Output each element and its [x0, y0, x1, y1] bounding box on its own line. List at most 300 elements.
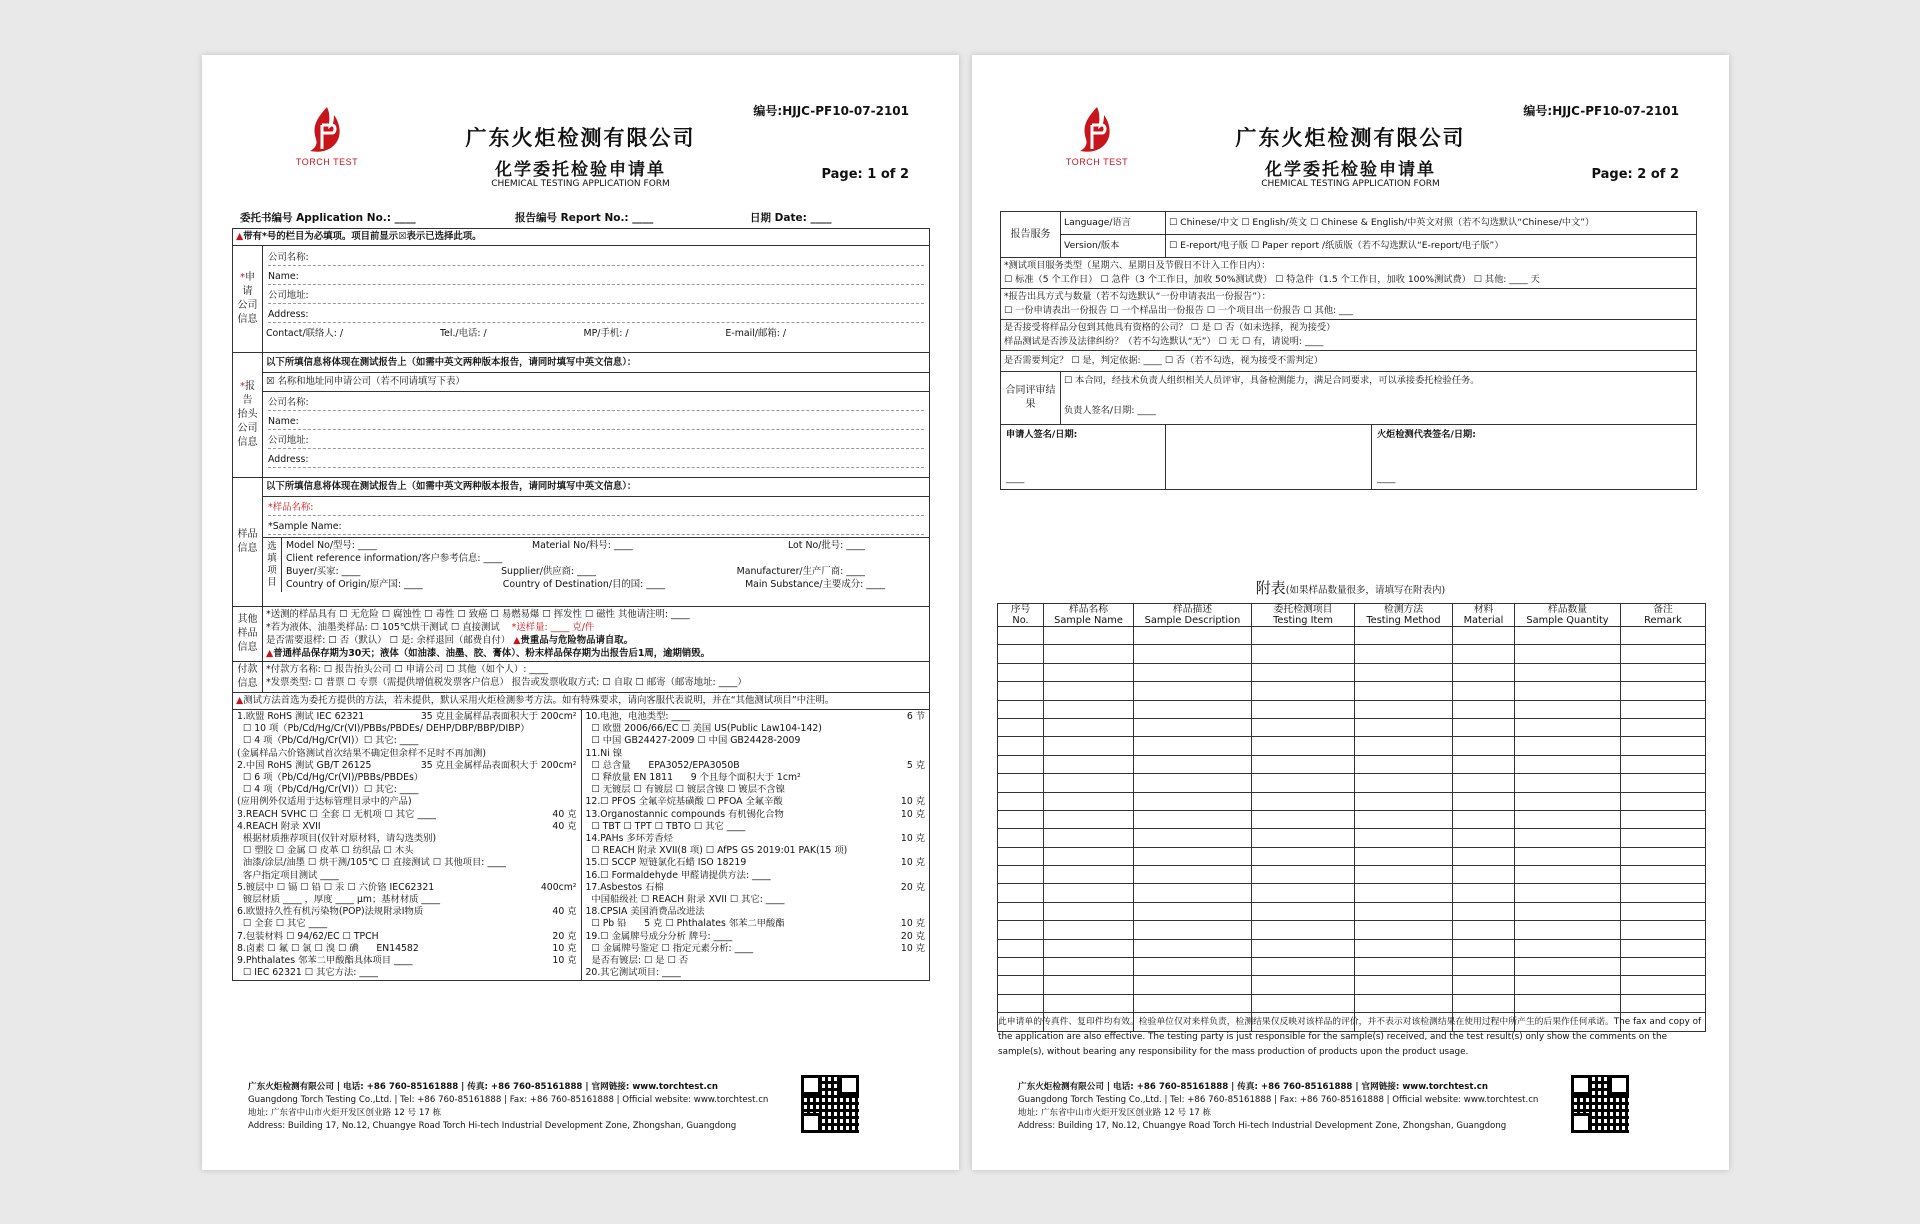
test-item-label: 中国船级社 ☐ REACH 附录 XVII ☐ 其它: ____ [585, 894, 785, 906]
service-type-options[interactable]: ☐ 标准（5 个工作日） ☐ 急件（3 个工作日，加收 50%测试费） ☐ 特急件（1.5 个工作日，加收 100%测试费） ☐ 其他: ____ 天 [1004, 274, 1540, 285]
attachment-cell[interactable] [1621, 994, 1706, 1012]
attachment-cell[interactable] [1252, 902, 1355, 920]
attachment-cell[interactable] [1252, 994, 1355, 1012]
attachment-cell[interactable] [1453, 792, 1515, 810]
attachment-cell[interactable] [1515, 700, 1621, 718]
test-item-label: 根据材质推荐项目(仅针对原材料，请勾选类别) [237, 833, 437, 845]
attachment-cell[interactable] [998, 902, 1044, 920]
attachment-cell[interactable] [1515, 645, 1621, 663]
attachment-cell[interactable] [1515, 682, 1621, 700]
attachment-cell[interactable] [1044, 994, 1134, 1012]
attachment-row [998, 976, 1706, 994]
attachment-cell[interactable] [1621, 829, 1706, 847]
test-item-amount: 10 克 [900, 833, 925, 845]
document-number: 编号:HJJC-PF10-07-2101 [753, 104, 909, 118]
applicant-company-field[interactable]: 公司名称: [268, 247, 924, 266]
attachment-cell[interactable] [1453, 737, 1515, 755]
date-field[interactable]: 日期 Date: ____ [750, 212, 832, 224]
attachment-cell[interactable] [1515, 737, 1621, 755]
test-item-row[interactable] [586, 967, 926, 979]
contract-review-checkbox[interactable]: ☐ 本合同，经技术负责人组织相关人员评审，具备检测能力，满足合同要求，可以承接委托检验任务。 [1064, 375, 1480, 386]
attachment-cell[interactable] [1044, 718, 1134, 736]
page2-footer [1018, 1081, 1538, 1133]
test-item-row[interactable] [237, 711, 577, 723]
attachment-cell[interactable] [1044, 902, 1134, 920]
attachment-cell[interactable] [998, 976, 1044, 994]
form-title: 化学委托检验申请单 [495, 160, 666, 180]
attachment-cell[interactable] [1453, 994, 1515, 1012]
attachment-cell[interactable] [1134, 939, 1252, 957]
test-item-row[interactable] [586, 760, 926, 772]
test-item-row[interactable] [586, 845, 926, 857]
attachment-cell[interactable] [1453, 810, 1515, 828]
attachment-cell[interactable] [1355, 994, 1453, 1012]
attachment-cell[interactable] [1355, 737, 1453, 755]
attachment-cell[interactable] [1134, 921, 1252, 939]
test-item-row[interactable] [586, 748, 926, 760]
attachment-cell[interactable] [1134, 755, 1252, 773]
test-item-row[interactable] [586, 870, 926, 882]
attachment-cell[interactable] [1515, 958, 1621, 976]
attachment-cell[interactable] [1044, 866, 1134, 884]
test-item-row[interactable] [237, 821, 577, 833]
torch-signature-label: 火炬检测代表签名/日期: [1377, 429, 1476, 440]
attachment-cell[interactable] [1621, 737, 1706, 755]
attachment-cell[interactable] [998, 627, 1044, 645]
attachment-cell[interactable] [1044, 755, 1134, 773]
attachment-row [998, 958, 1706, 976]
attachment-cell[interactable] [998, 645, 1044, 663]
attachment-cell[interactable] [998, 700, 1044, 718]
report-header-note: 以下所填信息将体现在测试报告上（如需中英文两种版本报告，请同时填写中英文信息）： [263, 354, 929, 373]
attachment-cell[interactable] [1515, 866, 1621, 884]
attachment-cell[interactable] [1134, 737, 1252, 755]
test-item-row[interactable] [586, 809, 926, 821]
attachment-cell[interactable] [1355, 682, 1453, 700]
attachment-cell[interactable] [1044, 645, 1134, 663]
form-title: 化学委托检验申请单 [1265, 160, 1436, 180]
attachment-cell[interactable] [998, 994, 1044, 1012]
attachment-cell[interactable] [1044, 792, 1134, 810]
attachment-cell[interactable] [1515, 774, 1621, 792]
attachment-cell[interactable] [1355, 755, 1453, 773]
footer-line-2: Guangdong Torch Testing Co.,Ltd. | Tel: +86 760-85161888 | Fax: +86 760-85161888 | Official website: www.torchtest.cn [248, 1095, 769, 1105]
test-item-row[interactable] [586, 735, 926, 747]
attachment-cell[interactable] [1621, 792, 1706, 810]
test-item-label: 3.REACH SVHC ☐ 全套 ☐ 无机项 ☐ 其它 ____ [237, 808, 436, 820]
origin-field[interactable]: Country of Origin/原产国: ____ [286, 579, 423, 590]
attachment-cell[interactable] [1252, 774, 1355, 792]
attachment-cell[interactable] [1515, 755, 1621, 773]
attachment-cell[interactable] [1134, 700, 1252, 718]
attachment-cell[interactable] [1252, 755, 1355, 773]
attachment-cell[interactable] [1044, 682, 1134, 700]
attachment-cell[interactable] [1453, 902, 1515, 920]
attachment-cell[interactable] [1252, 976, 1355, 994]
attachment-cell[interactable] [1621, 663, 1706, 681]
test-item-row[interactable] [586, 821, 926, 833]
test-item-label: 6.欧盟持久性有机污染物(POP)法规附录Ⅰ物质 [237, 906, 424, 918]
test-item-label: 是否有镀层: ☐ 是 ☐ 否 [585, 955, 689, 967]
buyer-field[interactable]: Buyer/买家: ____ [286, 566, 361, 577]
attachment-cell[interactable] [1252, 866, 1355, 884]
attachment-cell[interactable] [1621, 810, 1706, 828]
test-item-label: ☐ REACH 附录 XVII(8 项) ☐ AfPS GS 2019:01 PAK(15 项) [585, 845, 848, 857]
attachment-cell[interactable] [1252, 737, 1355, 755]
test-item-row[interactable] [586, 918, 926, 930]
attachment-cell[interactable] [1252, 847, 1355, 865]
attachment-cell[interactable] [1355, 810, 1453, 828]
attachment-cell[interactable] [1044, 921, 1134, 939]
attachment-cell[interactable] [1044, 700, 1134, 718]
attachment-cell[interactable] [1252, 627, 1355, 645]
lot-field[interactable]: Lot No/批号: ____ [788, 540, 865, 551]
attachment-cell[interactable] [1134, 663, 1252, 681]
attachment-cell[interactable] [1621, 884, 1706, 902]
attachment-cell[interactable] [1134, 866, 1252, 884]
attachment-cell[interactable] [1134, 829, 1252, 847]
attachment-cell[interactable] [1453, 663, 1515, 681]
attachment-cell[interactable] [1134, 718, 1252, 736]
attachment-cell[interactable] [1621, 682, 1706, 700]
attachment-cell[interactable] [1044, 847, 1134, 865]
test-item-row[interactable] [237, 882, 577, 894]
attachment-cell[interactable] [1252, 939, 1355, 957]
attachment-cell[interactable] [1515, 810, 1621, 828]
sample-name-cn-field[interactable]: *样品名称: [268, 497, 924, 516]
attachment-cell[interactable] [998, 737, 1044, 755]
attachment-cell[interactable] [998, 939, 1044, 957]
test-item-row[interactable] [586, 894, 926, 906]
contract-signature-field[interactable]: 负责人签名/日期: ____ [1064, 405, 1156, 416]
test-item-row[interactable] [237, 931, 577, 943]
attachment-cell[interactable] [1134, 958, 1252, 976]
test-item-row[interactable] [586, 882, 926, 894]
attachment-cell[interactable] [1355, 718, 1453, 736]
attachment-cell[interactable] [1355, 847, 1453, 865]
test-item-row[interactable] [586, 723, 926, 735]
test-item-row[interactable] [586, 772, 926, 784]
applicant-signature-field[interactable]: ____ [1006, 473, 1025, 484]
invoice-options[interactable]: *发票类型: ☐ 普票 ☐ 专票（需提供增值税发票客户信息） 报告或发票收取方式: ☐ 自取 ☐ 邮寄（邮寄地址: ____） [266, 677, 747, 688]
report-company-field[interactable]: 公司名称: [268, 392, 924, 411]
report-header-section [263, 353, 930, 478]
test-item-row[interactable] [586, 955, 926, 967]
applicant-signature-label: 申请人签名/日期: [1006, 429, 1078, 440]
test-item-amount: 6 节 [906, 711, 925, 722]
attachment-cell[interactable] [1044, 958, 1134, 976]
attachment-cell[interactable] [1355, 829, 1453, 847]
test-item-row[interactable] [586, 833, 926, 845]
attachment-cell[interactable] [998, 755, 1044, 773]
test-item-row[interactable] [237, 870, 577, 882]
return-sample-options[interactable]: 是否需要退样: ☐ 否（默认） ☐ 是: 余样退回（邮费自付） [266, 635, 511, 646]
attachment-cell[interactable] [1044, 774, 1134, 792]
attachment-cell[interactable] [1355, 663, 1453, 681]
attachment-cell[interactable] [1134, 627, 1252, 645]
test-item-row[interactable] [586, 931, 926, 943]
attachment-cell[interactable] [1252, 829, 1355, 847]
test-item-row[interactable] [237, 760, 577, 772]
attachment-cell[interactable] [998, 663, 1044, 681]
test-item-row[interactable] [237, 845, 577, 857]
attachment-cell[interactable] [1134, 645, 1252, 663]
test-item-row[interactable] [237, 784, 577, 796]
test-item-amount: 35 克且金属样品表面积大于 200cm² [420, 711, 577, 722]
attachment-cell[interactable] [1453, 921, 1515, 939]
attachment-cell[interactable] [998, 718, 1044, 736]
attachment-cell[interactable] [1515, 792, 1621, 810]
attachment-cell[interactable] [1453, 939, 1515, 957]
attachment-cell[interactable] [1134, 810, 1252, 828]
attachment-cell[interactable] [1134, 792, 1252, 810]
attachment-cell[interactable] [1252, 645, 1355, 663]
attachment-cell[interactable] [1453, 774, 1515, 792]
test-item-label: 19.☐ 金属牌号成分分析 牌号: ____ [585, 930, 733, 942]
attachment-cell[interactable] [1252, 792, 1355, 810]
test-item-row[interactable] [237, 833, 577, 845]
attachment-cell[interactable] [1355, 774, 1453, 792]
attachment-cell[interactable] [1355, 866, 1453, 884]
attachment-column-header: 样品名称 Sample Name [1044, 604, 1134, 627]
attachment-cell[interactable] [1355, 884, 1453, 902]
test-item-label: (应用例外仅适用于达标管理目录中的产品) [237, 796, 412, 808]
attachment-cell[interactable] [1453, 700, 1515, 718]
test-item-amount: 20 克 [900, 930, 925, 942]
service-table [1000, 211, 1697, 490]
attachment-cell[interactable] [1453, 682, 1515, 700]
report-no-field[interactable]: 报告编号 Report No.: ____ [515, 212, 654, 224]
sample-name-en-field[interactable]: *Sample Name: [268, 516, 924, 535]
material-field[interactable]: Material No/料号: ____ [532, 540, 633, 551]
attachment-cell[interactable] [1515, 976, 1621, 994]
attachment-cell[interactable] [998, 958, 1044, 976]
attachment-cell[interactable] [1355, 958, 1453, 976]
attachment-cell[interactable] [1515, 829, 1621, 847]
contact-field[interactable]: Contact/联络人: / [266, 328, 344, 339]
manufacturer-field[interactable]: Manufacturer/生产厂商: ____ [736, 566, 865, 577]
substance-field[interactable]: Main Substance/主要成分: ____ [745, 579, 885, 590]
language-options[interactable]: ☐ Chinese/中文 ☐ English/英文 ☐ Chinese & English/中英文对照（若不勾选默认“Chinese/中文”） [1166, 212, 1697, 235]
attachment-cell[interactable] [1453, 718, 1515, 736]
attachment-cell[interactable] [1134, 994, 1252, 1012]
attachment-cell[interactable] [1515, 902, 1621, 920]
test-item-row[interactable] [237, 955, 577, 967]
applicant-address-en-field[interactable]: Address: [268, 304, 924, 323]
version-label: Version/版本 [1061, 235, 1166, 258]
attachment-cell[interactable] [1355, 939, 1453, 957]
attachment-cell[interactable] [1044, 829, 1134, 847]
mobile-field[interactable]: MP/手机: / [583, 328, 629, 339]
sample-hazard-options[interactable]: *送测的样品具有 ☐ 无危险 ☐ 腐蚀性 ☐ 毒性 ☐ 致癌 ☐ 易燃易爆 ☐ 挥发性 ☐ 磁性 其他请注明: ____ [266, 609, 690, 620]
attachment-cell[interactable] [1621, 774, 1706, 792]
version-options[interactable]: ☐ E-report/电子版 ☐ Paper report /纸质版（若不勾选默认“E-report/电子版”） [1166, 235, 1697, 258]
attachment-cell[interactable] [1453, 645, 1515, 663]
sample-amount-field[interactable]: *送样量: ____ 克/件 [511, 622, 595, 633]
supplier-field[interactable]: Supplier/供应商: ____ [501, 566, 596, 577]
attachment-cell[interactable] [1355, 645, 1453, 663]
test-item-row[interactable] [586, 711, 926, 723]
attachment-row [998, 847, 1706, 865]
dispute-options[interactable]: 样品测试是否涉及法律纠纷？（若不勾选默认“无”） ☐ 无 ☐ 有，请说明: ____ [1004, 336, 1324, 347]
attachment-cell[interactable] [998, 866, 1044, 884]
form-page-2 [972, 55, 1729, 1170]
torch-signature-field[interactable]: ____ [1377, 473, 1396, 484]
report-address-en-field[interactable]: Address: [268, 449, 924, 468]
attachment-cell[interactable] [998, 682, 1044, 700]
attachment-cell[interactable] [998, 792, 1044, 810]
attachment-cell[interactable] [1252, 958, 1355, 976]
attachment-cell[interactable] [1355, 627, 1453, 645]
attachment-cell[interactable] [1044, 939, 1134, 957]
attachment-cell[interactable] [998, 921, 1044, 939]
attachment-cell[interactable] [1621, 902, 1706, 920]
attachment-cell[interactable] [1515, 847, 1621, 865]
attachment-row [998, 829, 1706, 847]
attachment-cell[interactable] [998, 829, 1044, 847]
attachment-cell[interactable] [1621, 847, 1706, 865]
attachment-cell[interactable] [1515, 627, 1621, 645]
contract-review-cell [1061, 372, 1697, 425]
liquid-test-options[interactable]: *若为液体、油墨类样品: ☐ 105℃烘干测试 ☐ 直接测试 [266, 622, 500, 633]
test-item-row[interactable] [237, 943, 577, 955]
attachment-cell[interactable] [1252, 682, 1355, 700]
attachment-cell[interactable] [1453, 847, 1515, 865]
attachment-cell[interactable] [998, 810, 1044, 828]
footer-line-3: 地址: 广东省中山市火炬开发区创业路 12 号 17 栋 [248, 1108, 442, 1118]
attachment-cell[interactable] [1453, 866, 1515, 884]
attachment-cell[interactable] [1355, 902, 1453, 920]
attachment-cell[interactable] [1252, 700, 1355, 718]
test-item-row[interactable] [237, 796, 577, 808]
test-item-row[interactable] [586, 784, 926, 796]
test-item-amount: 10 克 [900, 796, 925, 808]
attachment-cell[interactable] [1621, 627, 1706, 645]
test-item-row[interactable] [237, 723, 577, 735]
payer-options[interactable]: *付款方名称: ☐ 报告抬头公司 ☐ 申请公司 ☐ 其他（如个人）: ____ [266, 664, 549, 675]
attachment-cell[interactable] [998, 884, 1044, 902]
test-item-label: ☐ 全套 ☐ 其它 ____ [237, 918, 328, 930]
report-name-field[interactable]: Name: [268, 411, 924, 430]
test-item-row[interactable] [237, 772, 577, 784]
report-address-field[interactable]: 公司地址: [268, 430, 924, 449]
attachment-cell[interactable] [1621, 921, 1706, 939]
test-item-row[interactable] [586, 796, 926, 808]
attachment-cell[interactable] [1252, 663, 1355, 681]
attachment-cell[interactable] [1515, 718, 1621, 736]
attachment-cell[interactable] [1355, 700, 1453, 718]
attachment-cell[interactable] [1621, 700, 1706, 718]
test-item-row[interactable] [586, 943, 926, 955]
attachment-cell[interactable] [1453, 958, 1515, 976]
judge-options[interactable]: 是否需要判定？ ☐ 是，判定依据: ____ ☐ 否（若不勾选，视为接受不需判定） [1001, 351, 1697, 372]
tel-field[interactable]: Tel./电话: / [439, 328, 487, 339]
attachment-cell[interactable] [1515, 921, 1621, 939]
test-item-row[interactable] [237, 918, 577, 930]
attachment-cell[interactable] [1515, 884, 1621, 902]
attachment-row [998, 755, 1706, 773]
attachment-cell[interactable] [1515, 663, 1621, 681]
same-as-applicant-checkbox[interactable]: ☒ 名称和地址同申请公司（若不同请填写下表） [263, 373, 929, 392]
application-no-field[interactable]: 委托书编号 Application No.: ____ [240, 212, 416, 224]
attachment-cell[interactable] [1621, 976, 1706, 994]
attachment-cell[interactable] [1453, 627, 1515, 645]
attachment-cell[interactable] [1621, 866, 1706, 884]
test-item-row[interactable] [237, 857, 577, 869]
applicant-address-field[interactable]: 公司地址: [268, 285, 924, 304]
attachment-cell[interactable] [1044, 810, 1134, 828]
attachment-cell[interactable] [1621, 718, 1706, 736]
test-item-label: 7.包装材料 ☐ 94/62/EC ☐ TPCH [237, 930, 379, 942]
attachment-cell[interactable] [1134, 682, 1252, 700]
attachment-cell[interactable] [1252, 810, 1355, 828]
test-item-row[interactable] [237, 894, 577, 906]
attachment-cell[interactable] [1355, 921, 1453, 939]
attachment-cell[interactable] [1453, 755, 1515, 773]
attachment-cell[interactable] [1044, 737, 1134, 755]
attachment-cell[interactable] [1044, 976, 1134, 994]
test-item-label: 18.CPSIA 美国消费品改进法 [585, 906, 705, 918]
destination-field[interactable]: Country of Destination/目的国: ____ [502, 579, 666, 590]
attachment-cell[interactable] [1134, 774, 1252, 792]
report-way-options[interactable]: ☐ 一份申请表出一份报告 ☐ 一个样品出一份报告 ☐ 一个项目出一份报告 ☐ 其他: ___ [1004, 305, 1353, 316]
optional-label: 选 填 项 目 [263, 538, 282, 592]
test-item-label: 16.☐ Formaldehyde 甲醛请提供方法: ____ [585, 869, 771, 881]
attachment-cell[interactable] [1044, 884, 1134, 902]
attachment-cell[interactable] [1621, 958, 1706, 976]
attachment-cell[interactable] [1134, 847, 1252, 865]
attachment-cell[interactable] [1453, 829, 1515, 847]
attachment-cell[interactable] [1453, 884, 1515, 902]
test-item-row[interactable] [586, 857, 926, 869]
client-ref-field[interactable]: Client reference information/客户参考信息: ____ [286, 553, 503, 564]
attachment-cell[interactable] [1134, 902, 1252, 920]
sample-note: 以下所填信息将体现在测试报告上（如需中英文两种版本报告，请同时填写中英文信息）： [263, 478, 929, 497]
attachment-cell[interactable] [1453, 976, 1515, 994]
subcontract-options[interactable]: 是否接受将样品分包到其他具有资格的公司？ ☐ 是 ☐ 否（如未选择，视为接受） [1004, 322, 1336, 333]
attachment-row [998, 700, 1706, 718]
attachment-cell[interactable] [1621, 645, 1706, 663]
attachment-cell[interactable] [1621, 755, 1706, 773]
attachment-cell[interactable] [1515, 939, 1621, 957]
test-item-row[interactable] [237, 735, 577, 747]
attachment-cell[interactable] [1355, 792, 1453, 810]
attachment-cell[interactable] [1252, 718, 1355, 736]
attachment-cell[interactable] [1252, 884, 1355, 902]
test-item-row[interactable] [237, 967, 577, 979]
test-item-row[interactable] [237, 809, 577, 821]
test-item-row[interactable] [586, 906, 926, 918]
attachment-cell[interactable] [998, 774, 1044, 792]
attachment-cell[interactable] [1252, 921, 1355, 939]
test-item-row[interactable] [237, 906, 577, 918]
attachment-cell[interactable] [1044, 627, 1134, 645]
attachment-cell[interactable] [1515, 994, 1621, 1012]
attachment-cell[interactable] [1355, 976, 1453, 994]
test-item-row[interactable] [237, 748, 577, 760]
model-field[interactable]: Model No/型号: ____ [286, 540, 377, 551]
attachment-cell[interactable] [1621, 939, 1706, 957]
test-item-label: ☐ 欧盟 2006/66/EC ☐ 美国 US(Public Law104-142) [585, 723, 822, 735]
attachment-cell[interactable] [1134, 884, 1252, 902]
attachment-cell[interactable] [998, 847, 1044, 865]
email-field[interactable]: E-mail/邮箱: / [725, 328, 786, 339]
attachment-cell[interactable] [1134, 976, 1252, 994]
attachment-cell[interactable] [1044, 663, 1134, 681]
applicant-name-field[interactable]: Name: [268, 266, 924, 285]
test-items-section [233, 710, 930, 981]
attachment-row [998, 921, 1706, 939]
